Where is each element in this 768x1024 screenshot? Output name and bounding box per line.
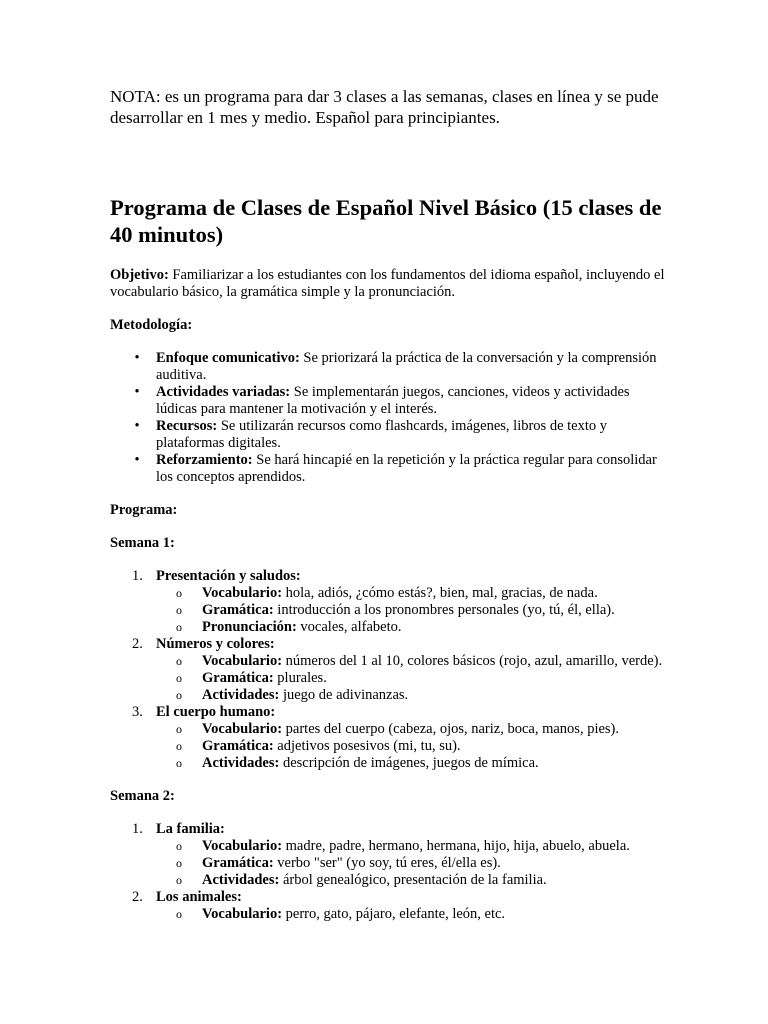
item-label: Recursos:: [156, 418, 218, 434]
list-item: [110, 452, 670, 486]
lesson-details: [156, 838, 670, 889]
sub-label: Vocabulario:: [202, 653, 283, 669]
sub-label: Gramática:: [202, 855, 274, 871]
sub-text: hola, adiós, ¿cómo estás?, bien, mal, gracias, de nada.: [282, 585, 598, 601]
item-text: Se hará hincapié en la repetición y la práctica regular para consolidar los conceptos aprendidos.: [156, 452, 657, 485]
semana-2-heading: Semana 2:: [110, 788, 175, 804]
sub-label: Gramática:: [202, 670, 274, 686]
lesson-number: 1.: [132, 821, 143, 837]
lesson-title: El cuerpo humano:: [156, 704, 276, 720]
lesson-number: 3.: [132, 704, 143, 720]
circle-bullet-icon: o: [176, 671, 182, 685]
sub-text: descripción de imágenes, juegos de mímica.: [279, 755, 539, 771]
item-label: Reforzamiento:: [156, 452, 253, 468]
sub-text: plurales.: [273, 670, 327, 686]
page-title: Programa de Clases de Español Nivel Básico (15 clases de 40 minutos): [110, 195, 662, 247]
sub-item: [156, 687, 670, 704]
metodologia-heading: Metodología:: [110, 317, 193, 333]
bullet-icon: •: [134, 418, 140, 434]
sub-item: [156, 721, 670, 738]
lesson-item: [110, 704, 670, 772]
sub-item: [156, 585, 670, 602]
item-label: Enfoque comunicativo:: [156, 350, 300, 366]
bullet-icon: •: [134, 452, 140, 468]
item-label: Actividades variadas:: [156, 384, 291, 400]
circle-bullet-icon: o: [176, 839, 182, 853]
circle-bullet-icon: o: [176, 856, 182, 870]
sub-label: Actividades:: [202, 755, 280, 771]
sub-item: [156, 906, 670, 923]
sub-text: números del 1 al 10, colores básicos (rojo, azul, amarillo, verde).: [282, 653, 663, 669]
circle-bullet-icon: o: [176, 620, 182, 634]
objetivo-text: Familiarizar a los estudiantes con los fundamentos del idioma español, incluyendo el vocabulario básico, la gramática simple y la pronunciación.: [110, 267, 665, 300]
lesson-title: Números y colores:: [156, 636, 275, 652]
bullet-icon: •: [134, 350, 140, 366]
sub-label: Vocabulario:: [202, 721, 283, 737]
sub-item: [156, 755, 670, 772]
item-text: Se utilizarán recursos como flashcards, imágenes, libros de texto y plataformas digitales.: [156, 418, 607, 451]
semana-1-heading: Semana 1:: [110, 535, 175, 551]
objetivo-paragraph: [110, 267, 670, 301]
semana-2-lessons: [110, 821, 670, 923]
item-text: Se priorizará la práctica de la conversación y la comprensión auditiva.: [156, 350, 657, 383]
lesson-details: [156, 585, 670, 636]
lesson-item: [110, 889, 670, 923]
circle-bullet-icon: o: [176, 739, 182, 753]
sub-item: [156, 619, 670, 636]
metodologia-list: [110, 350, 670, 486]
sub-item: [156, 738, 670, 755]
document-page: [110, 86, 670, 923]
lesson-item: [110, 636, 670, 704]
sub-text: verbo "ser" (yo soy, tú eres, él/ella es).: [273, 855, 501, 871]
semana-1-lessons: [110, 568, 670, 772]
lesson-details: [156, 653, 670, 704]
sub-label: Actividades:: [202, 872, 280, 888]
lesson-title: La familia:: [156, 821, 225, 837]
sub-text: madre, padre, hermano, hermana, hijo, hija, abuelo, abuela.: [282, 838, 630, 854]
circle-bullet-icon: o: [176, 873, 182, 887]
sub-label: Actividades:: [202, 687, 280, 703]
sub-item: [156, 872, 670, 889]
sub-item: [156, 653, 670, 670]
sub-label: Gramática:: [202, 602, 274, 618]
nota-paragraph: NOTA: es un programa para dar 3 clases a las semanas, clases en línea y se pude desarrollar en 1 mes y medio. Español para principiantes.: [110, 87, 659, 127]
sub-label: Gramática:: [202, 738, 274, 754]
lesson-item: [110, 821, 670, 889]
circle-bullet-icon: o: [176, 688, 182, 702]
lesson-details: [156, 721, 670, 772]
sub-text: árbol genealógico, presentación de la familia.: [279, 872, 547, 888]
bullet-icon: •: [134, 384, 140, 400]
sub-text: vocales, alfabeto.: [296, 619, 402, 635]
lesson-number: 1.: [132, 568, 143, 584]
sub-label: Pronunciación:: [202, 619, 297, 635]
sub-label: Vocabulario:: [202, 906, 283, 922]
sub-label: Vocabulario:: [202, 585, 283, 601]
lesson-title: Presentación y saludos:: [156, 568, 301, 584]
list-item: [110, 384, 670, 418]
circle-bullet-icon: o: [176, 722, 182, 736]
list-item: [110, 418, 670, 452]
lesson-title: Los animales:: [156, 889, 242, 905]
circle-bullet-icon: o: [176, 654, 182, 668]
sub-text: introducción a los pronombres personales (yo, tú, él, ella).: [273, 602, 615, 618]
list-item: [110, 350, 670, 384]
circle-bullet-icon: o: [176, 603, 182, 617]
circle-bullet-icon: o: [176, 756, 182, 770]
sub-text: perro, gato, pájaro, elefante, león, etc.: [282, 906, 506, 922]
item-text: Se implementarán juegos, canciones, videos y actividades lúdicas para mantener la motivación y el interés.: [156, 384, 630, 417]
sub-text: juego de adivinanzas.: [279, 687, 409, 703]
lesson-number: 2.: [132, 636, 143, 652]
circle-bullet-icon: o: [176, 586, 182, 600]
sub-text: partes del cuerpo (cabeza, ojos, nariz, boca, manos, pies).: [282, 721, 620, 737]
sub-item: [156, 855, 670, 872]
lesson-item: [110, 568, 670, 636]
sub-text: adjetivos posesivos (mi, tu, su).: [273, 738, 461, 754]
sub-item: [156, 838, 670, 855]
objetivo-label: Objetivo:: [110, 267, 169, 283]
circle-bullet-icon: o: [176, 907, 182, 921]
lesson-number: 2.: [132, 889, 143, 905]
lesson-details: [156, 906, 670, 923]
sub-item: [156, 670, 670, 687]
sub-item: [156, 602, 670, 619]
programa-heading: Programa:: [110, 502, 178, 518]
sub-label: Vocabulario:: [202, 838, 283, 854]
